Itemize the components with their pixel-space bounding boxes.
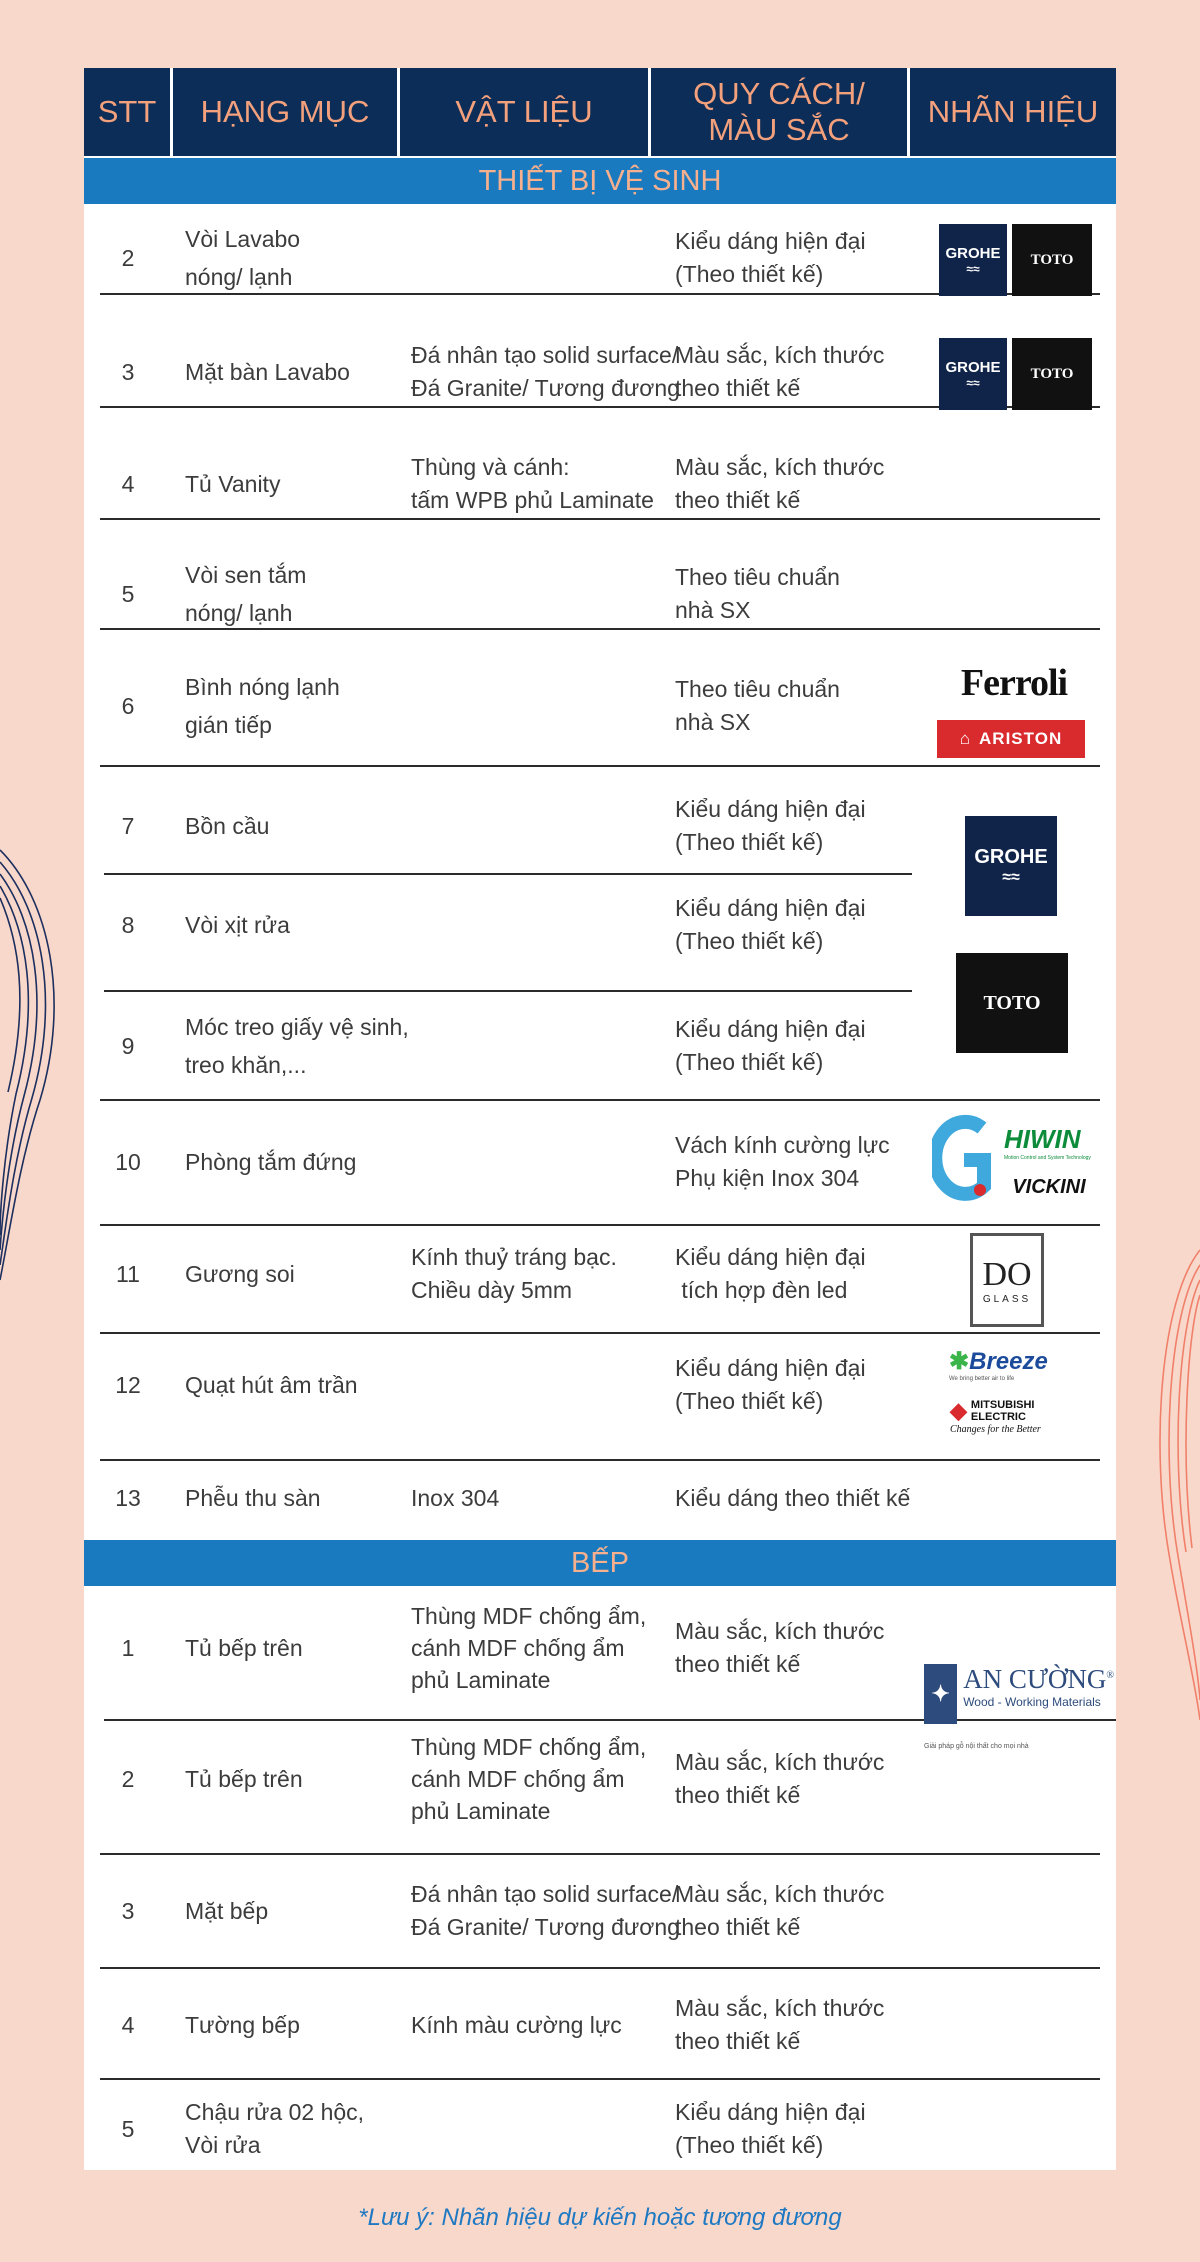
an-cuong-logo: ✦ AN CƯỜNG® Wood - Working Materials — [924, 1664, 1114, 1744]
footnote: *Lưu ý: Nhãn hiệu dự kiến hoặc tương đương — [358, 2204, 842, 2231]
item-name: Chậu rửa 02 hộc, Vòi rửa — [185, 2099, 365, 2158]
item-spec: Màu sắc, kích thước theo thiết kế — [675, 1749, 885, 1808]
grohe-logo: GROHE ≈≈ — [965, 816, 1057, 916]
item-spec: Kiểu dáng hiện đại tích hợp đèn led — [675, 1244, 866, 1303]
item-name: Vòi xịt rửa — [185, 911, 290, 938]
row-number: 1 — [121, 1634, 135, 1661]
mitsubishi-electric-logo: ◆ MITSUBISHI ELECTRIC Changes for the Better — [950, 1397, 1041, 1435]
row-number: 4 — [121, 2011, 135, 2038]
item-spec: Màu sắc, kích thước theo thiết kế — [675, 342, 885, 401]
row-divider — [100, 518, 1100, 520]
do-glass-logo: DO GLASS — [970, 1233, 1044, 1327]
row-divider — [100, 1459, 1100, 1461]
spec-table — [84, 68, 1116, 2170]
section-kitchen: BẾP — [84, 1540, 1116, 1586]
item-name: Tủ bếp trên — [185, 1765, 303, 1792]
item-material: Kính màu cường lực — [411, 2011, 622, 2038]
row-number: 11 — [116, 1260, 140, 1287]
item-name: Mặt bếp — [185, 1897, 269, 1924]
header-item: HẠNG MỤC — [173, 68, 397, 156]
header-spec: QUY CÁCH/ MÀU SẮC — [651, 68, 907, 156]
item-material: Thùng MDF chống ẩm, cánh MDF chống ẩm phủ Laminate — [411, 1603, 647, 1693]
g-brand-logo — [932, 1114, 994, 1202]
item-material: Đá nhân tạo solid surface/ Đá Granite/ Tương đương — [411, 1881, 680, 1940]
ferroli-logo: Ferroli — [960, 662, 1068, 704]
item-name: Tủ bếp trên — [185, 1634, 303, 1661]
item-material: Đá nhân tạo solid surface/ Đá Granite/ Tương đương — [411, 342, 680, 401]
item-material: Kính thuỷ tráng bạc. Chiều dày 5mm — [411, 1244, 617, 1303]
grohe-logo: GROHE ≈≈ — [939, 224, 1007, 296]
item-name: Quạt hút âm trần — [185, 1371, 358, 1398]
item-name: Vòi sen tắm nóng/ lạnh — [185, 562, 307, 626]
row-divider — [100, 1332, 1100, 1334]
row-number: 4 — [121, 470, 135, 497]
row-number: 3 — [121, 1897, 135, 1924]
item-spec: Kiểu dáng hiện đại (Theo thiết kế) — [675, 1355, 866, 1414]
row-number: 2 — [121, 1765, 135, 1792]
item-name: Gương soi — [185, 1260, 295, 1287]
row-divider — [100, 765, 1100, 767]
an-cuong-tagline: Giải pháp gỗ nội thất cho mọi nhà — [924, 1742, 1029, 1750]
item-spec: Kiểu dáng theo thiết kế — [675, 1484, 911, 1511]
item-spec: Màu sắc, kích thước theo thiết kế — [675, 1881, 885, 1940]
ariston-logo: ⌂ ARISTON — [937, 720, 1085, 758]
row-number: 8 — [121, 911, 135, 938]
header-stt: STT — [84, 68, 170, 156]
row-number: 13 — [115, 1484, 141, 1511]
toto-logo: TOTO — [956, 953, 1068, 1053]
item-spec: Vách kính cường lực Phụ kiện Inox 304 — [675, 1132, 890, 1191]
row-divider — [100, 1099, 1100, 1101]
an-cuong-emblem: ✦ — [924, 1664, 957, 1724]
item-spec: Kiểu dáng hiện đại (Theo thiết kế) — [675, 796, 866, 855]
row-number: 5 — [121, 580, 135, 607]
row-number: 9 — [121, 1032, 135, 1059]
toto-logo: TOTO — [1012, 224, 1092, 296]
row-number: 5 — [121, 2115, 135, 2142]
row-divider — [100, 1853, 1100, 1855]
section-bathroom: THIẾT BỊ VỆ SINH — [84, 158, 1116, 204]
item-material: Inox 304 — [411, 1484, 500, 1511]
row-number: 2 — [121, 244, 135, 271]
toto-logo: TOTO — [1012, 338, 1092, 410]
vickini-logo: VICKINI — [1012, 1175, 1086, 1198]
item-material: Thùng và cánh: tấm WPB phủ Laminate — [411, 454, 654, 513]
row-divider — [100, 628, 1100, 630]
hiwin-logo: HIWIN Motion Control and System Technology — [1004, 1123, 1091, 1161]
item-spec: Kiểu dáng hiện đại (Theo thiết kế) — [675, 1016, 866, 1075]
item-spec: Màu sắc, kích thước theo thiết kế — [675, 454, 885, 513]
breeze-logo: ✱Breeze We bring better air to life — [949, 1347, 1048, 1382]
item-name: Tường bếp — [185, 2011, 300, 2038]
item-name: Tủ Vanity — [185, 470, 281, 497]
item-spec: Theo tiêu chuẩn nhà SX — [675, 676, 840, 735]
item-name: Mặt bàn Lavabo — [185, 358, 350, 385]
header-material: VẬT LIỆU — [400, 68, 648, 156]
header-brand: NHÃN HIỆU — [910, 68, 1116, 156]
item-name: Phễu thu sàn — [185, 1484, 321, 1511]
row-divider — [104, 873, 912, 875]
item-spec: Màu sắc, kích thước theo thiết kế — [675, 1618, 885, 1677]
item-name: Bình nóng lạnh gián tiếp — [185, 674, 340, 738]
item-spec: Kiểu dáng hiện đại (Theo thiết kế) — [675, 895, 866, 954]
item-name: Phòng tắm đứng — [185, 1148, 357, 1175]
item-spec: Kiểu dáng hiện đại (Theo thiết kế) — [675, 228, 866, 287]
row-number: 6 — [121, 692, 135, 719]
row-divider — [100, 1967, 1100, 1969]
row-number: 3 — [121, 358, 135, 385]
item-name: Vòi Lavabo nóng/ lạnh — [185, 226, 301, 290]
row-number: 12 — [115, 1371, 141, 1398]
item-spec: Màu sắc, kích thước theo thiết kế — [675, 1995, 885, 2054]
item-name: Bồn cầu — [185, 812, 270, 839]
row-divider — [100, 1224, 1100, 1226]
item-material: Thùng MDF chống ẩm, cánh MDF chống ẩm phủ Laminate — [411, 1734, 647, 1824]
row-divider — [104, 990, 912, 992]
row-number: 10 — [115, 1148, 141, 1175]
grohe-logo: GROHE ≈≈ — [939, 338, 1007, 410]
item-spec: Kiểu dáng hiện đại (Theo thiết kế) — [675, 2099, 866, 2158]
row-number: 7 — [121, 812, 135, 839]
item-name: Móc treo giấy vệ sinh, treo khăn,... — [185, 1014, 409, 1078]
row-divider — [100, 2078, 1100, 2080]
item-spec: Theo tiêu chuẩn nhà SX — [675, 564, 840, 623]
